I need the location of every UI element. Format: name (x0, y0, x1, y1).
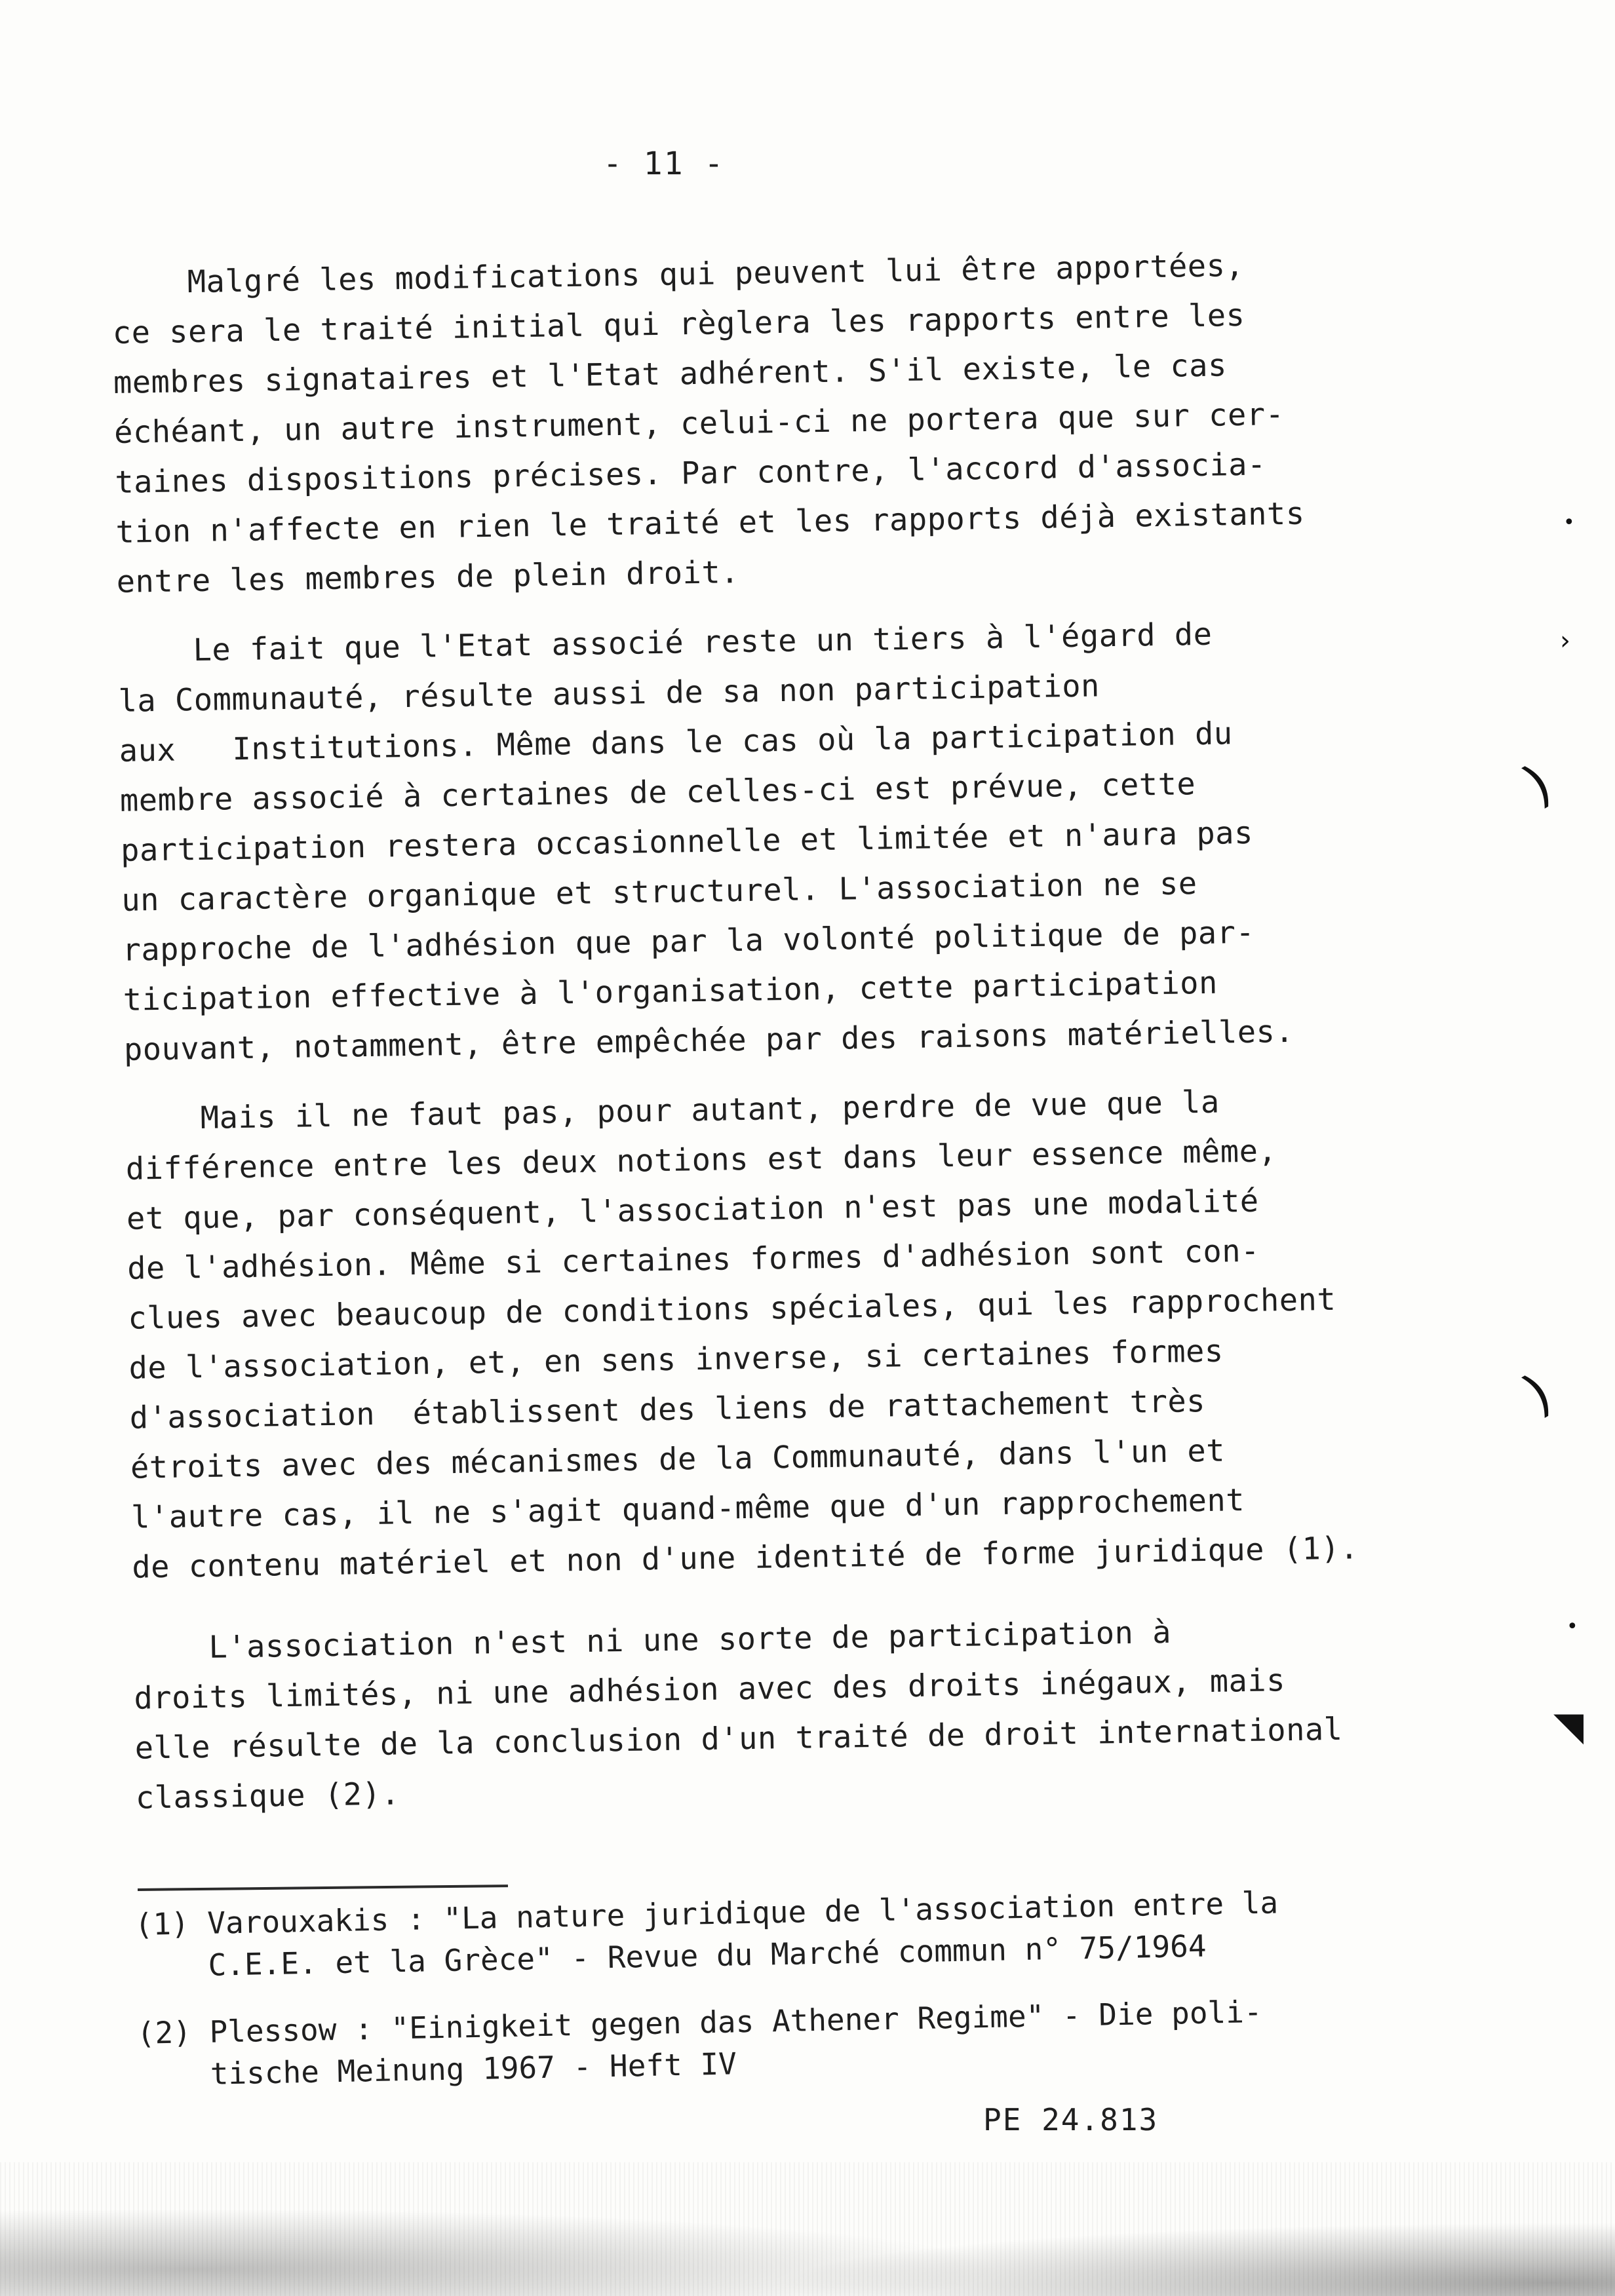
text-line: de l'association, et, en sens inverse, si certaines formes (128, 1333, 1224, 1387)
text-line: rapproche de l'adhésion que par la volonté politique de par- (122, 914, 1255, 968)
footnote-line: (1) Varouxakis : "La nature juridique de l'association entre la (134, 1885, 1279, 1942)
text-line: ticipation effective à l'organisation, cette participation (123, 965, 1218, 1018)
text-line: étroits avec des mécanismes de la Communauté, dans l'un et (130, 1432, 1226, 1486)
footnote-2 (136, 1988, 1416, 2096)
text-line: de contenu matériel et non d'une identité de forme juridique (1). (131, 1530, 1359, 1586)
text-line: membres signataires et l'Etat adhérent. S'il existe, le cas (113, 347, 1228, 401)
text-line: ce sera le traité initial qui règlera les rapports entre les (112, 297, 1245, 351)
text-line: entre les membres de plein droit. (116, 554, 740, 600)
paragraph-3 (125, 1075, 1430, 1593)
text-line: membre associé à certaines de celles-ci est prévue, cette (119, 766, 1196, 819)
text-line: tion n'affecte en rien le traité et les rapports déjà existants (115, 495, 1305, 550)
paragraph-2 (117, 607, 1422, 1075)
text-line: différence entre les deux notions est dans leur essence même, (125, 1133, 1277, 1187)
paragraph-4 (133, 1604, 1434, 1824)
text-line: droits limités, ni une adhésion avec des droits inégaux, mais (134, 1662, 1286, 1717)
binder-hole-mark: ) (1513, 752, 1562, 816)
margin-speck: ◥ (1553, 1704, 1584, 1750)
text-line: un caractère organique et structurel. L'association ne se (121, 866, 1198, 919)
text-line: aux Institutions. Même dans le cas où la participation du (119, 716, 1234, 769)
margin-speck: • (1566, 1615, 1578, 1638)
text-line: d'association établissent des liens de rattachement très (129, 1383, 1206, 1436)
paragraph-1 (111, 239, 1414, 607)
footnote-line: C.E.E. et la Grèce" - Revue du Marché commun n° 75/1964 (135, 1928, 1207, 1984)
text-line: et que, par conséquent, l'association n'est pas une modalité (126, 1183, 1260, 1237)
document-reference: PE 24.813 (983, 2102, 1159, 2137)
binder-hole-mark: ) (1513, 1362, 1562, 1425)
footnote-line: (2) Plessow : "Einigkeit gegen das Athener Regime" - Die poli- (136, 1994, 1263, 2051)
footnotes (134, 1879, 1416, 2121)
text-line: Malgré les modifications qui peuvent lui être apportées, (111, 247, 1245, 301)
text-line: de l'adhésion. Même si certaines formes d'adhésion sont con- (126, 1233, 1260, 1287)
text-line: la Communauté, résulte aussi de sa non participation (118, 668, 1100, 719)
text-line: clues avec beaucoup de conditions spéciales, qui les rapprochent (127, 1281, 1336, 1337)
text-line: elle résulte de la conclusion d'un traité de droit international (134, 1711, 1343, 1767)
footnote-1 (134, 1879, 1414, 1987)
text-line: participation restera occasionnelle et limitée et n'aura pas (120, 814, 1254, 869)
footnote-line: tische Meinung 1967 - Heft IV (137, 2046, 737, 2093)
scan-noise (0, 2162, 1615, 2296)
text-line: L'association n'est ni une sorte de participation à (132, 1614, 1172, 1667)
text-line: Le fait que l'Etat associé reste un tiers à l'égard de (117, 616, 1213, 670)
page-number: - 11 - (603, 145, 725, 182)
margin-speck: • (1563, 511, 1575, 534)
text-line: classique (2). (135, 1776, 400, 1816)
text-line: échéant, un autre instrument, celui-ci ne portera que sur cer- (113, 396, 1285, 451)
text-line: l'autre cas, il ne s'agit quand-même que d'un rapprochement (130, 1482, 1245, 1536)
footnote-divider (138, 1885, 508, 1891)
text-line: Mais il ne faut pas, pour autant, perdre de vue que la (125, 1084, 1220, 1138)
text-line: taines dispositions précises. Par contre, l'accord d'associa- (114, 446, 1267, 501)
text-line: pouvant, notamment, être empêchée par des raisons matérielles. (123, 1013, 1294, 1068)
margin-speck: › (1560, 626, 1570, 656)
body-text (111, 239, 1434, 1843)
